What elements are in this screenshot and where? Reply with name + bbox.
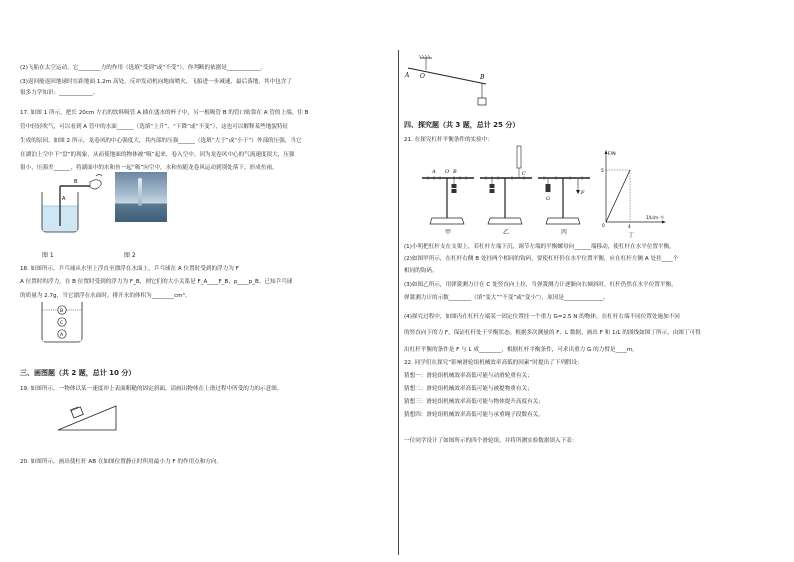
q16-line-3: (3)返回舱返回地球时在距地面 1.2m 高处，反冲发动机向地面喷火，飞船进一步减速，最后落地，其中包含了 bbox=[20, 79, 292, 85]
ding-x-tick: 4 bbox=[628, 225, 631, 230]
q21-setup-bing bbox=[536, 160, 592, 226]
fig1-caption: 图 1 bbox=[42, 252, 54, 259]
q17-line-2: 管中轻轻吹气，可以看到 A 管中的水面______（选填“上升”、“下降”或“不变”），这也可以解释某些地貌特征 bbox=[20, 124, 289, 130]
q18-line-3: 的质量为 2.7g，当它漂浮在水面时，排开水的体积为________cm³。 bbox=[20, 293, 191, 299]
jia-label-b: B bbox=[453, 169, 457, 175]
q21-line-4: (3)如图乙所示，用弹簧测力计在 C 处竖直向上拉，当弹簧测力计逐渐向右倾斜时，杠杆仍然在水平位置平衡， bbox=[404, 282, 677, 288]
ding-y-tick: 5 bbox=[601, 169, 604, 174]
bing-label-g: G bbox=[546, 196, 550, 202]
jia-label-o: O bbox=[445, 169, 450, 175]
q18-label-b: B bbox=[60, 309, 64, 314]
q21-line-5: 弹簧测力计的示数________（填“变大”“不变”或“变小”），原因是______________。 bbox=[404, 295, 609, 301]
q22-hypothesis-4: 猜想四：滑轮组机械效率高低可能与承重绳子段数有关。 bbox=[404, 412, 544, 418]
q21-graph-ding bbox=[600, 148, 670, 228]
q18-line-2: A 位置时的浮力，在 B 位置时受到的浮力为 F_B，则它们的大小关系是 F_A____F_B，p____p_B。已知乒乓球 bbox=[20, 279, 293, 285]
ding-x-axis-label: 1/L(m⁻¹) bbox=[646, 215, 664, 220]
q17-figure-1 bbox=[34, 172, 104, 234]
caption-bing: 丙 bbox=[561, 229, 568, 236]
fig2-caption: 图 2 bbox=[124, 252, 136, 259]
caption-ding: 丁 bbox=[628, 232, 635, 239]
q21-line-6: (4)探究过程中，如图丙在杠杆左端某一固定位置挂一个重力 G=2.5 N 的物体，在杠杆右端不同位置处施加不同 bbox=[404, 314, 680, 320]
lever-label-b: B bbox=[480, 74, 485, 81]
q22-line-1: 22. 同学们在探究“影响滑轮组机械效率高低的因素”时提出了下列假设： bbox=[404, 360, 583, 366]
q22-hypothesis-3: 猜想三：滑轮组机械效率高低可能与物体提升高度有关； bbox=[404, 399, 544, 405]
q18-label-c: C bbox=[60, 321, 64, 326]
q18-label-a: A bbox=[60, 333, 64, 338]
q22-hypothesis-2: 猜想二：滑轮组机械效率高低可能与被提物重有关； bbox=[404, 386, 533, 392]
q16-line-3b: 很多力学知识：____________。 bbox=[20, 90, 99, 96]
q21-line-1: (1)小明把杠杆支在支架上，若杠杆左端下沉，调节左端的平衡螺母向______端移动，使杠杆在水平位置平衡。 bbox=[404, 244, 675, 250]
section-4-title: 四、探究题（共 3 题，总计 25 分） bbox=[404, 121, 520, 129]
q22-line-last: 一位同学设计了如图所示的四个滑轮组，并将所测实验数据填入下表： bbox=[404, 438, 578, 444]
q20-figure-lever bbox=[404, 54, 496, 112]
ding-origin: 0 bbox=[602, 224, 605, 229]
ding-y-axis-label: F/N bbox=[608, 152, 616, 157]
q17-line-1: 17. 如图 1 所示，把长 20cm 左右的饮料吸管 A 插在盛水的杯子中，另一根吸管 B 的管口贴靠在 A 管的上端。往 B bbox=[20, 110, 309, 116]
lever-label-a: A bbox=[405, 72, 410, 79]
yi-label-c: C bbox=[522, 171, 526, 177]
q18-line-1: 18. 如图所示，乒乓球从水里上浮直至漂浮在水面上，乒乓球在 A 位置时受到的浮力为 F bbox=[20, 266, 239, 272]
q20-text: 20. 如图所示，画出使杠杆 AB 在如图位置静止时所用最小力 F 的作用点和方向。 bbox=[20, 459, 223, 465]
q21-line-8: 出杠杆平衡的条件是 F 与 L 成________，根据杠杆平衡条件，可求出重力 G 的力臂是____m。 bbox=[404, 347, 638, 353]
bing-label-f: F bbox=[581, 190, 585, 196]
q17-line-5: 很小，压强差______，将湖面中的水和鱼一起“吸”向空中，水和鱼随龙卷风运动到别处落下，形成鱼雨。 bbox=[20, 165, 278, 171]
caption-yi: 乙 bbox=[503, 229, 510, 236]
q22-hypothesis-1: 猜想一：滑轮组机械效率高低可能与动滑轮重有关； bbox=[404, 373, 533, 379]
q17-line-4: 在湖泊上空中下“盘”的现象，从而使地面的物体被“吸”起来，卷入空中。因为龙卷风中心的气流速度很大，压强 bbox=[20, 152, 295, 158]
q17-line-3: 生成的原因。如图 2 所示，龙卷风的中心强度大，其内部的压强______（选填“大于”或“小于”）外部的压强，当它 bbox=[20, 138, 302, 144]
q17-figure-2-tornado-photo bbox=[115, 172, 167, 222]
q21-setup-yi bbox=[478, 146, 534, 226]
q17-fig1-label-a: A bbox=[62, 196, 66, 202]
section-3-title: 三、画图题（共 2 题，总计 10 分） bbox=[20, 369, 136, 377]
column-divider bbox=[398, 50, 399, 555]
jia-label-a: A bbox=[432, 169, 436, 175]
q18-figure-beaker bbox=[40, 300, 84, 344]
q21-line-2: (2)如图甲所示，在杠杆右侧 B 处挂两个相同的钩码，要使杠杆仍在水平位置平衡，应在杠杆左侧 A 处挂____个 bbox=[404, 256, 679, 262]
q19-figure-incline bbox=[56, 400, 118, 432]
q19-text: 19. 如图所示，一物体以某一速度冲上表面粗糙的固定斜面，请画出物体在上滑过程中所受的力的示意图。 bbox=[20, 386, 283, 392]
q21-line-7: 的竖直向下的力 F，保证杠杆处于平衡状态。根据多次测量的 F、L 数据，画出 F 和 1/L 的图线如图丁所示，由图丁可得 bbox=[404, 330, 701, 336]
q21-intro: 21. 在探究杠杆平衡条件的实验中： bbox=[404, 137, 493, 143]
lever-label-o: O bbox=[420, 73, 425, 80]
q17-fig1-label-b: B bbox=[74, 179, 78, 185]
q16-line-2: (2)飞船在太空运动，它________力的作用（选填“受到”或“不受”），你判断的依据是____________。 bbox=[20, 65, 267, 71]
q21-line-3: 相同的钩码。 bbox=[404, 268, 438, 274]
caption-jia: 甲 bbox=[445, 229, 452, 236]
q21-setup-jia bbox=[420, 160, 476, 226]
